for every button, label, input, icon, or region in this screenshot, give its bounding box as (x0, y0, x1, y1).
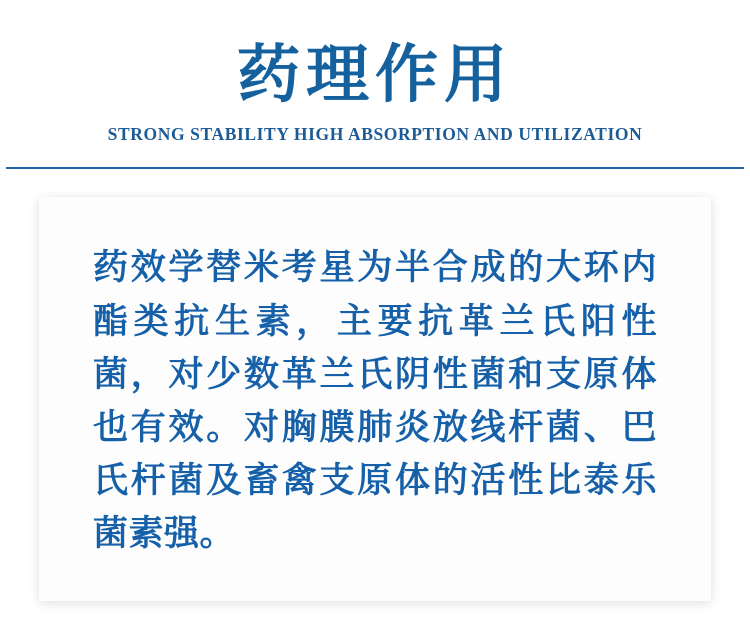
content-paragraph: 药效学替米考星为半合成的大环内酯类抗生素，主要抗革兰氏阳性菌，对少数革兰氏阴性菌和支原体也有效。对胸膜肺炎放线杆菌、巴氏杆菌及畜禽支原体的活性比泰乐菌素强。 (93, 247, 657, 555)
page-header (0, 0, 750, 145)
page-title: 药理作用 (237, 37, 513, 111)
content-card (39, 197, 711, 600)
horizontal-rule (6, 167, 744, 169)
divider-container (0, 167, 750, 169)
page-subtitle: STRONG STABILITY HIGH ABSORPTION AND UTILIZATION (107, 124, 643, 145)
